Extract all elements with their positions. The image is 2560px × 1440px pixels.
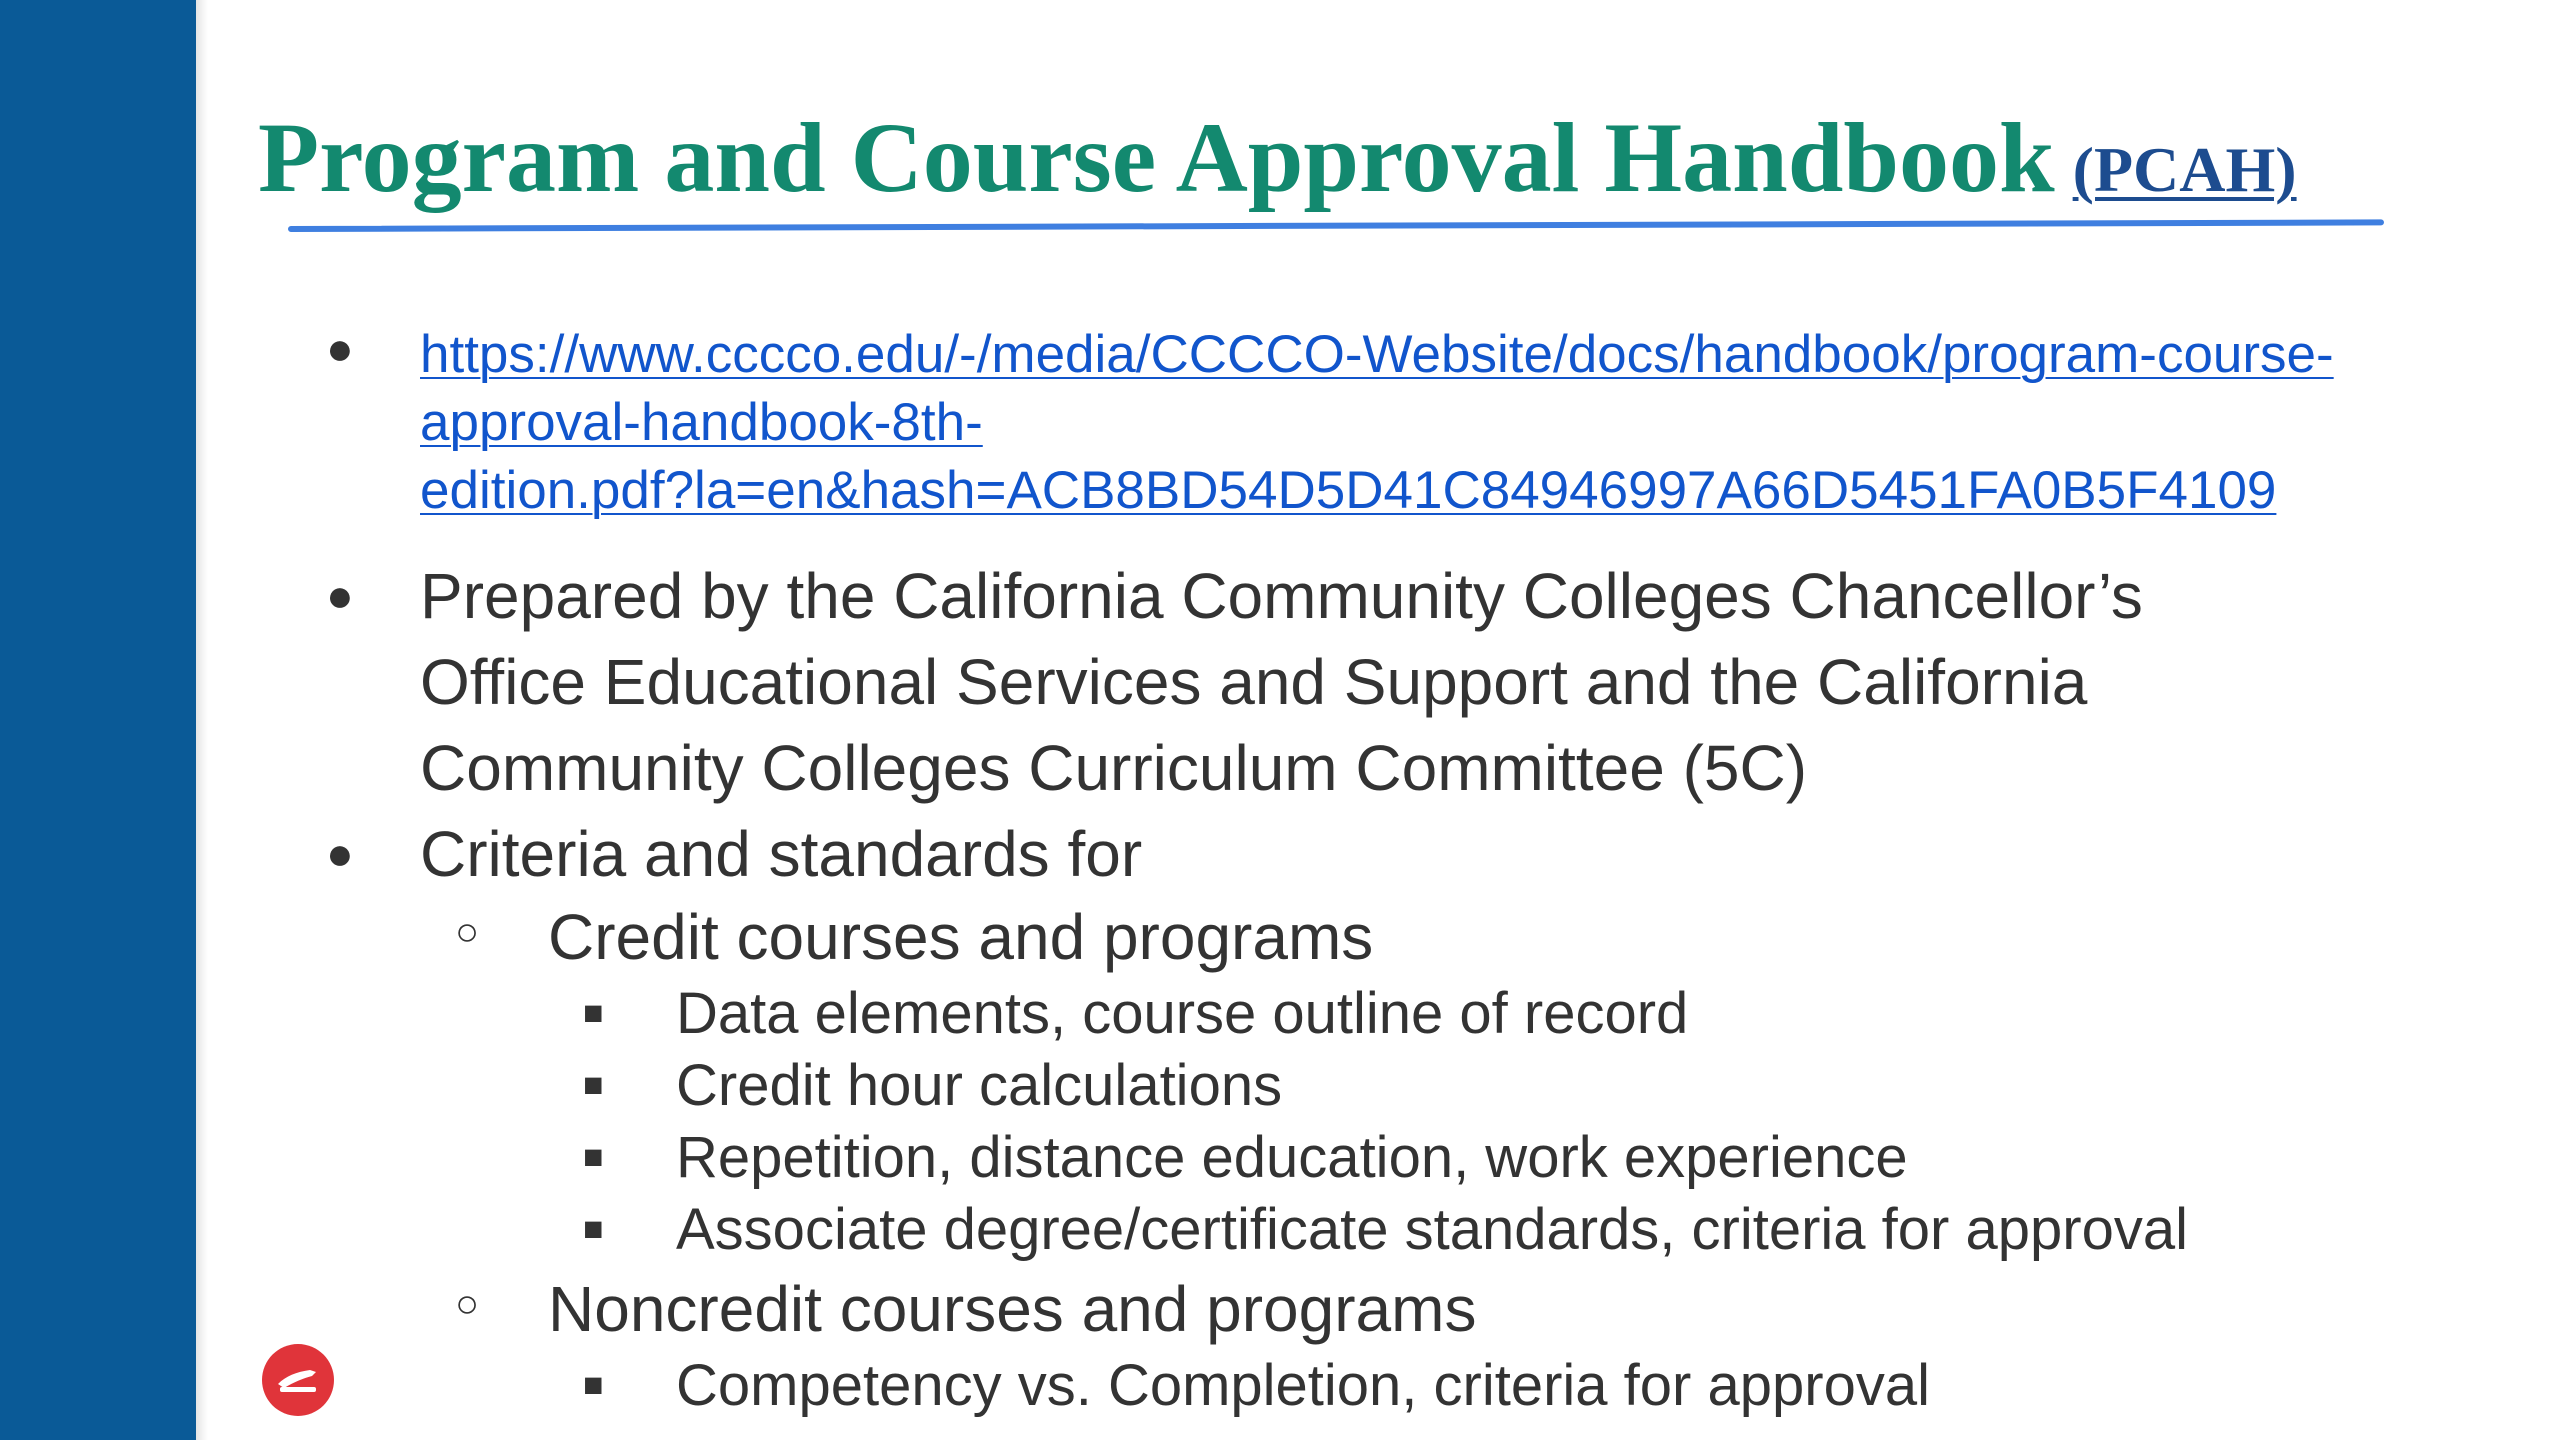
credit-item: Data elements, course outline of record <box>676 981 1689 1046</box>
link-line[interactable]: edition.pdf?la=en&hash=ACB8BD54D5D41C84946997A66D5451FA0B5F4109 <box>420 461 2277 520</box>
bullet-circle: ○ <box>455 910 480 954</box>
credit-item: Repetition, distance education, work experience <box>676 1125 1908 1190</box>
bullet-dot: ● <box>326 569 354 621</box>
bullet-dot: ● <box>326 827 354 879</box>
noncredit-heading: Noncredit courses and programs <box>548 1273 1477 1345</box>
credit-item: Associate degree/certificate standards, criteria for approval <box>676 1197 2188 1262</box>
title-abbreviation-link[interactable]: (PCAH) <box>2072 134 2297 205</box>
prepared-by-text <box>420 553 2143 811</box>
handbook-url-link[interactable] <box>420 321 2334 525</box>
bullet-dot: ● <box>326 322 354 374</box>
link-line[interactable]: approval-handbook-8th- <box>420 393 983 452</box>
link-line[interactable]: https://www.cccco.edu/-/media/CCCCO-Website/docs/handbook/program-course- <box>420 325 2334 384</box>
prepared-by-line: Office Educational Services and Support and the California <box>420 646 2088 718</box>
bullet-square: ■ <box>583 1210 604 1248</box>
bullet-square: ■ <box>583 1366 604 1404</box>
credit-heading: Credit courses and programs <box>548 901 1374 973</box>
credit-item: Credit hour calculations <box>676 1053 1283 1118</box>
bullet-square: ■ <box>583 1138 604 1176</box>
bullet-circle: ○ <box>455 1282 480 1326</box>
prepared-by-line: Prepared by the California Community Colleges Chancellor’s <box>420 560 2143 632</box>
noncredit-item: Competency vs. Completion, criteria for approval <box>676 1353 1930 1418</box>
title-text: Program and Course Approval Handbook <box>258 102 2055 213</box>
bullet-square: ■ <box>583 1066 604 1104</box>
cccco-logo-icon <box>262 1344 334 1416</box>
prepared-by-line: Community Colleges Curriculum Committee (5C) <box>420 732 1807 804</box>
criteria-heading: Criteria and standards for <box>420 818 1143 890</box>
bullet-square: ■ <box>583 994 604 1032</box>
logo-mark-icon <box>276 1366 320 1396</box>
